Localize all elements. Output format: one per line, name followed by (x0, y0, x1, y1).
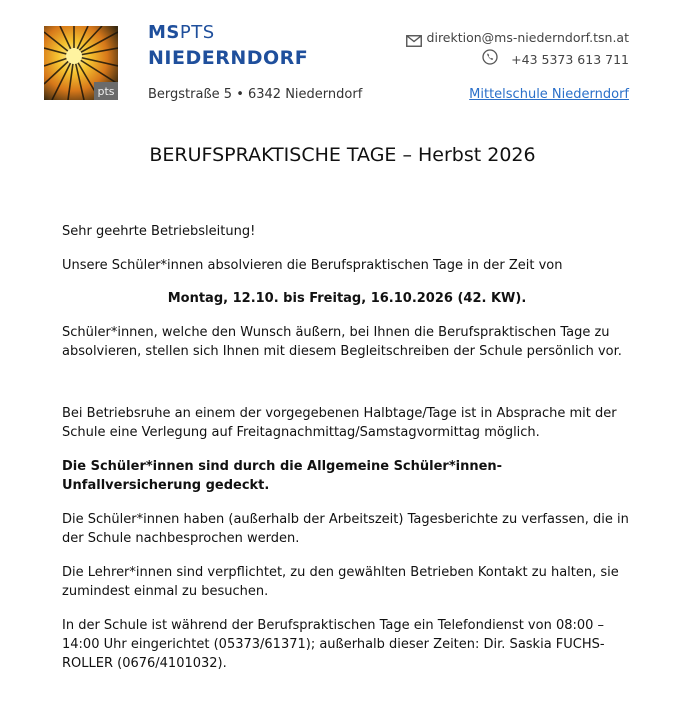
contact-block (427, 30, 629, 74)
phone-service-paragraph: In der Schule ist während der Berufspraktischen Tage ein Telefondienst von 08:00 – 14:00 Uhr eingerichtet (05373/61371); außerhalb dieser Zeiten: Dir. Saskia FUCHS-ROLLER (0676/4101032). (62, 618, 605, 671)
teachers-paragraph: Die Lehrer*innen sind verpflichtet, zu den gewählten Betrieben Kontakt zu halten, sie zumindest einmal zu besuchen. (62, 565, 619, 599)
school-name-light: PTS (179, 22, 215, 43)
school-name (148, 22, 308, 69)
envelope-icon (406, 32, 422, 51)
letter-body (62, 222, 632, 673)
salutation: Sehr geehrte Betriebsleitung! (62, 224, 256, 239)
dates-line: Montag, 12.10. bis Freitag, 16.10.2026 (42. KW). (167, 291, 527, 306)
wish-paragraph: Schüler*innen, welche den Wunsch äußern, bei Ihnen die Berufspraktischen Tage zu absolvieren, stellen sich Ihnen mit diesem Begleitschreiben der Schule persönlich vor. (62, 325, 622, 359)
phone-number[interactable]: +43 5373 613 711 (511, 52, 629, 67)
closure-paragraph: Bei Betriebsruhe an einem der vorgegebenen Halbtage/Tage ist in Absprache mit der Schule eine Verlegung auf Freitagnachmittag/Samstagvormittag möglich. (62, 406, 617, 440)
document-title: BERUFSPRAKTISCHE TAGE – Herbst 2026 (149, 144, 536, 166)
website-link[interactable]: Mittelschule Niederndorf (469, 87, 629, 102)
logo-label: pts (97, 85, 115, 98)
school-address: Bergstraße 5 • 6342 Niederndorf (148, 87, 363, 102)
email-address[interactable]: direktion@ms-niederndorf.tsn.at (426, 30, 629, 45)
intro-paragraph: Unsere Schüler*innen absolvieren die Berufspraktischen Tage in der Zeit von (62, 258, 563, 273)
school-name-bold: MS (148, 22, 180, 43)
school-name-location: NIEDERNDORF (148, 47, 309, 69)
insurance-paragraph: Die Schüler*innen sind durch die Allgemeine Schüler*innen-Unfallversicherung gedeckt. (62, 459, 503, 493)
reports-paragraph: Die Schüler*innen haben (außerhalb der Arbeitszeit) Tagesberichte zu verfassen, die in der Schule nachbesprochen werden. (62, 512, 629, 546)
school-logo (44, 26, 118, 100)
